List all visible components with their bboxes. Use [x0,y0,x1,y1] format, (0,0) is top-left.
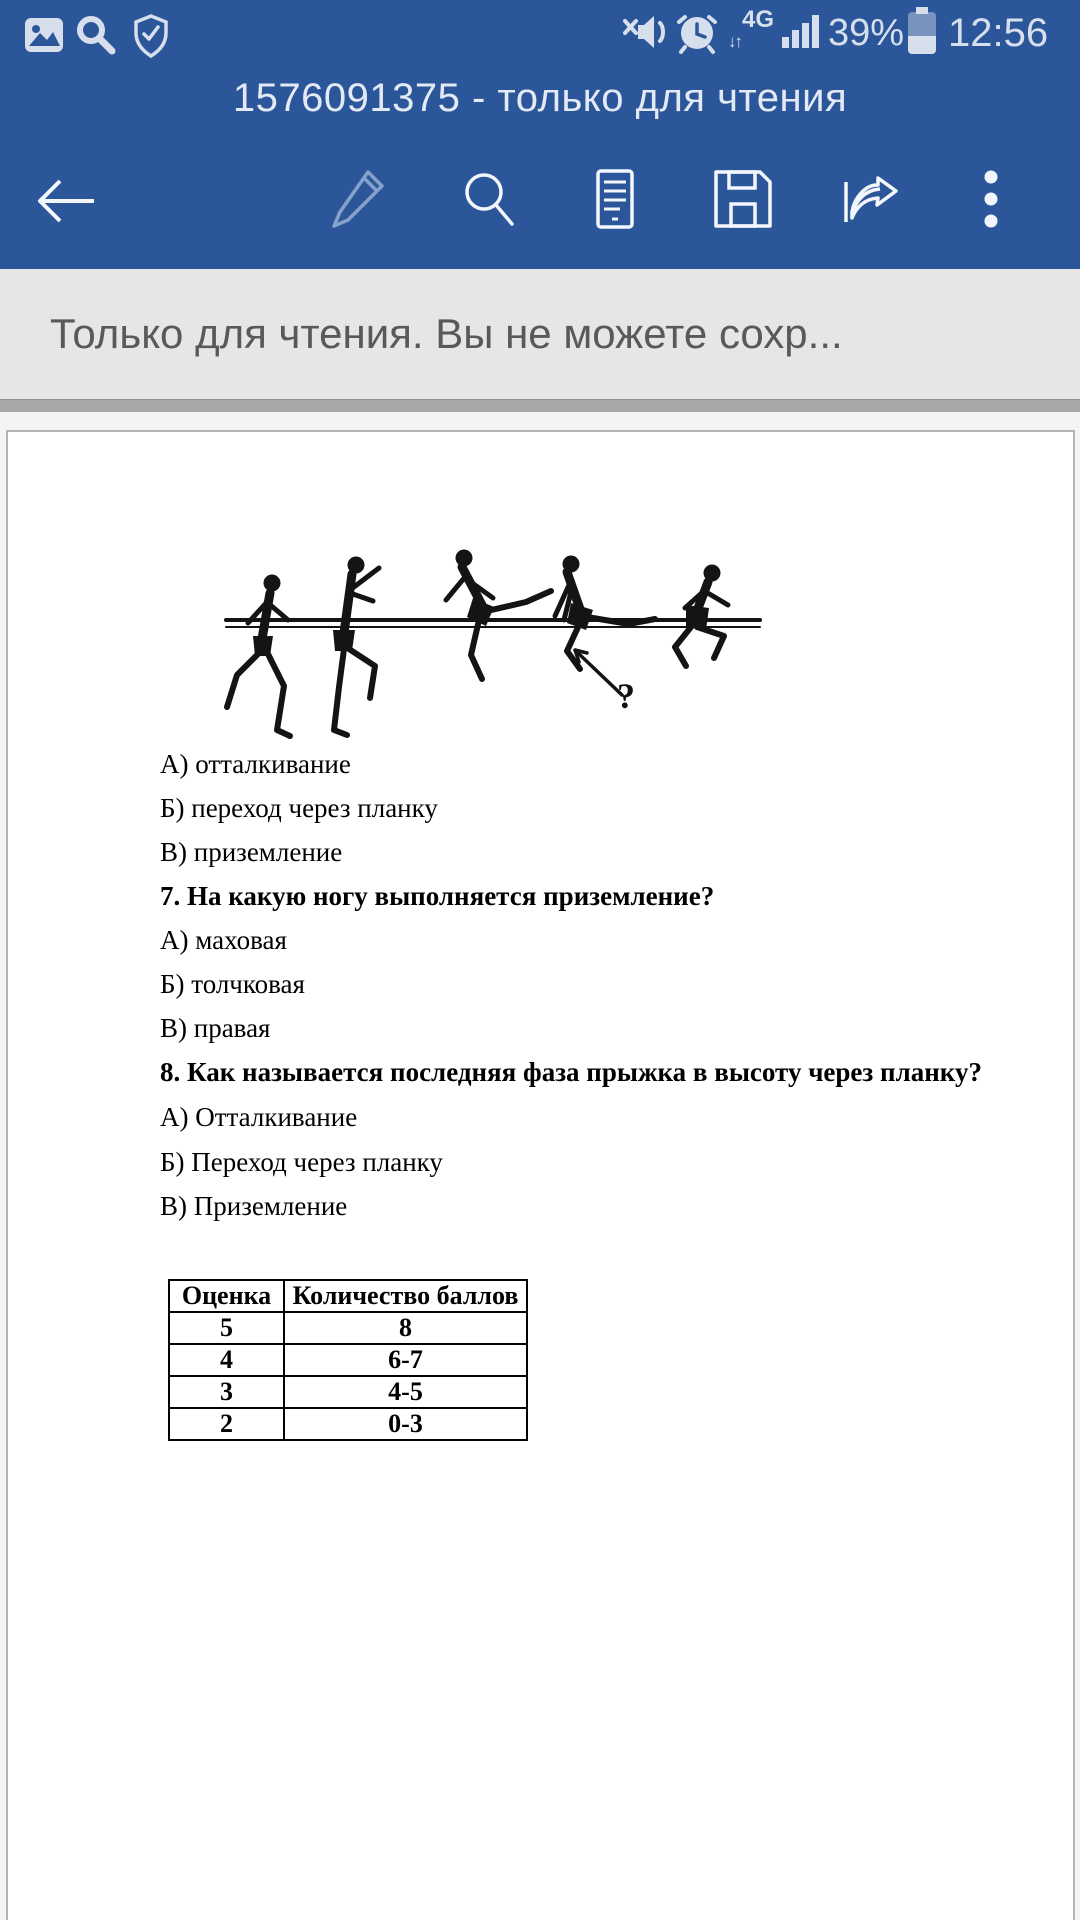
gallery-icon [24,16,64,54]
grade-cell: 4 [169,1344,284,1376]
banner-shadow-divider [0,399,1080,412]
answer-option: Б) переход через планку [160,793,438,823]
more-options-button[interactable] [984,168,998,230]
alarm-icon [676,11,718,55]
answer-option: Б) Переход через планку [160,1147,443,1177]
table-row [169,1344,527,1376]
mobile-view-button[interactable] [592,168,638,230]
signal-strength-icon [782,14,822,48]
save-button[interactable] [712,168,774,230]
answer-option: В) Приземление [160,1191,348,1221]
question-7: 7. На какую ногу выполняется приземление? [160,881,715,911]
score-table [168,1279,528,1441]
points-cell: 0-3 [284,1408,527,1440]
security-shield-icon [132,14,170,58]
answer-option: В) правая [160,1013,271,1043]
find-button[interactable] [460,170,516,228]
figure-question-mark: ? [617,676,635,716]
battery-icon [906,6,938,56]
network-4g-label: 4G [741,6,774,33]
table-header-grade: Оценка [169,1280,284,1312]
answer-option: В) приземление [160,837,343,867]
battery-percent: 39% [828,12,905,54]
document-title: 1576091375 - только для чтения [232,76,848,120]
search-icon [74,14,116,56]
table-row [169,1408,527,1440]
answer-option: А) маховая [160,925,287,955]
share-button[interactable] [840,172,902,228]
table-header-row [169,1280,527,1312]
question-8: 8. Как называется последняя фаза прыжка в высоту через планку? [160,1057,982,1087]
grade-cell: 5 [169,1312,284,1344]
answer-option: А) отталкивание [160,749,351,779]
table-header-points: Количество баллов [284,1280,527,1312]
points-cell: 6-7 [284,1344,527,1376]
table-row [169,1376,527,1408]
answer-option: А) Отталкивание [160,1102,358,1132]
status-time: 12:56 [948,11,1049,55]
points-cell: 8 [284,1312,527,1344]
points-cell: 4-5 [284,1376,527,1408]
grade-cell: 2 [169,1408,284,1440]
document-page[interactable] [6,430,1075,1920]
edit-pencil-button [330,168,386,230]
app-bar [0,0,1080,269]
grade-cell: 3 [169,1376,284,1408]
answer-option: Б) толчковая [160,969,305,999]
readonly-banner-message: Только для чтения. Вы не можете сохр... [50,310,843,357]
readonly-banner[interactable] [0,269,1080,399]
network-4g-icon [728,6,774,52]
high-jump-figure [220,547,764,752]
network-arrows-icon: ↓↑ [728,32,741,51]
mute-vibrate-icon [622,13,668,51]
table-row [169,1312,527,1344]
back-button[interactable] [34,174,100,228]
